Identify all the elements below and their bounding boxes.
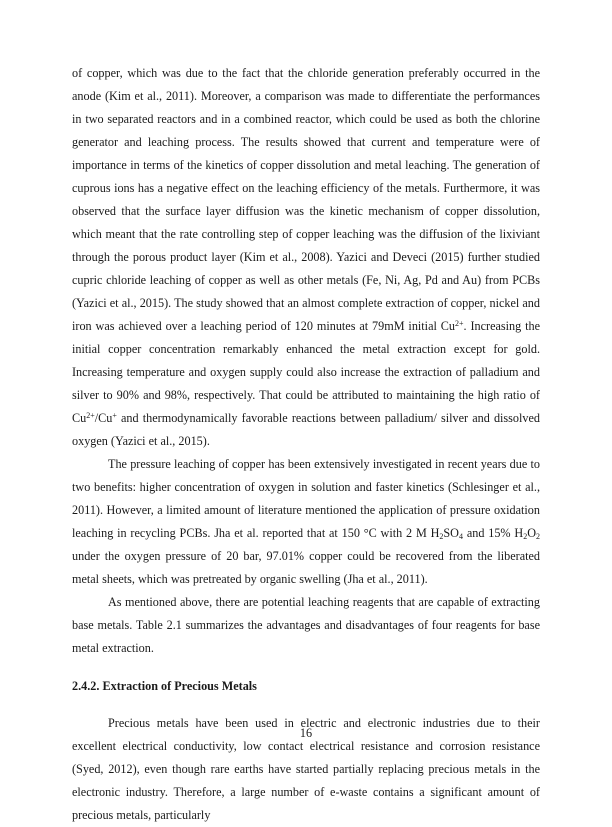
superscript: 2+ [455, 319, 464, 328]
subscript: 4 [459, 532, 463, 541]
superscript: + [112, 411, 117, 420]
paragraph-precious-metals: Precious metals have been used in electric and electronic industries due to their excellent electrical conductivity, low contact electrical resistance and corrosion resistance (Syed, 2012), even though rare earths have started partially replacing precious metals in the electronic industry. Therefore, a large number of e-waste contains a significant amount of precious metals, particularly [72, 716, 540, 822]
paragraph-leaching-reagents: As mentioned above, there are potential leaching reagents that are capable of extracting base metals. Table 2.1 summarizes the advantages and disadvantages of four reagents for base metal extraction. [72, 595, 540, 655]
text-segment: O [527, 526, 536, 540]
text-segment: and thermodynamically favorable reactions between palladium/ silver and dissolved oxygen (Yazici et al., 2015). [72, 411, 540, 448]
subscript: 2 [523, 532, 528, 541]
superscript: 2+ [86, 411, 95, 420]
text-segment: and 15% H [463, 526, 524, 540]
text-segment: of copper, which was due to the fact that the chloride generation preferably occurred in the anode (Kim et al., 2011). Moreover, a comparison was made to differentiate the performances in two separated reactors and in a combined reactor, which could be used as both the chlorine generator and leaching process. The results showed that current and temperature were of importance in terms of the kinetics of copper dissolution and metal leaching. The generation of cuprous ions has a negative effect on the leaching efficiency of the metals. Furthermore, it was observed that the surface layer diffusion was the kinetic mechanism of copper dissolution, which meant that the rate controlling step of copper leaching was the diffusion of the lixiviant through the porous product layer (Kim et al., 2008). Yazici and Deveci (2015) further studied cupric chloride leaching of copper as well as other metals (Fe, Ni, Ag, Pd and Au) from PCBs (Yazici et al., 2015). The study showed that an almost complete extraction of copper, nickel and iron was achieved over a leaching period of 120 minutes at 79mM initial Cu [72, 66, 540, 333]
subscript: 2 [536, 532, 540, 541]
text-segment: /Cu [94, 411, 113, 425]
page-number: 16 [299, 726, 313, 740]
paragraph-copper-chloride-leaching [72, 62, 540, 453]
paragraph-pressure-leaching [72, 453, 540, 591]
subscript: 2 [439, 532, 444, 541]
text-segment: under the oxygen pressure of 20 bar, 97.01% copper could be recovered from the liberated metal sheets, which was pretreated by organic swelling (Jha et al., 2011). [72, 549, 540, 586]
document-page [72, 62, 540, 827]
text-segment: SO [443, 526, 459, 540]
text-segment: The pressure leaching of copper has been extensively investigated in recent years due to two benefits: higher concentration of oxygen in solution and faster kinetics (Schlesinger et al., 2011). However, a limited amount of literature mentioned the application of pressure oxidation leaching in recycling PCBs. Jha et al. reported that at 150 °C with 2 M H [72, 457, 540, 540]
text-segment: . Increasing the initial copper concentration remarkably enhanced the metal extraction except for gold. Increasing temperature and oxygen supply could also increase the extraction of palladium and silver to 90% and 98%, respectively. That could be attributed to maintaining the high ratio of Cu [72, 319, 540, 425]
section-heading: 2.4.2. Extraction of Precious Metals [72, 679, 257, 693]
